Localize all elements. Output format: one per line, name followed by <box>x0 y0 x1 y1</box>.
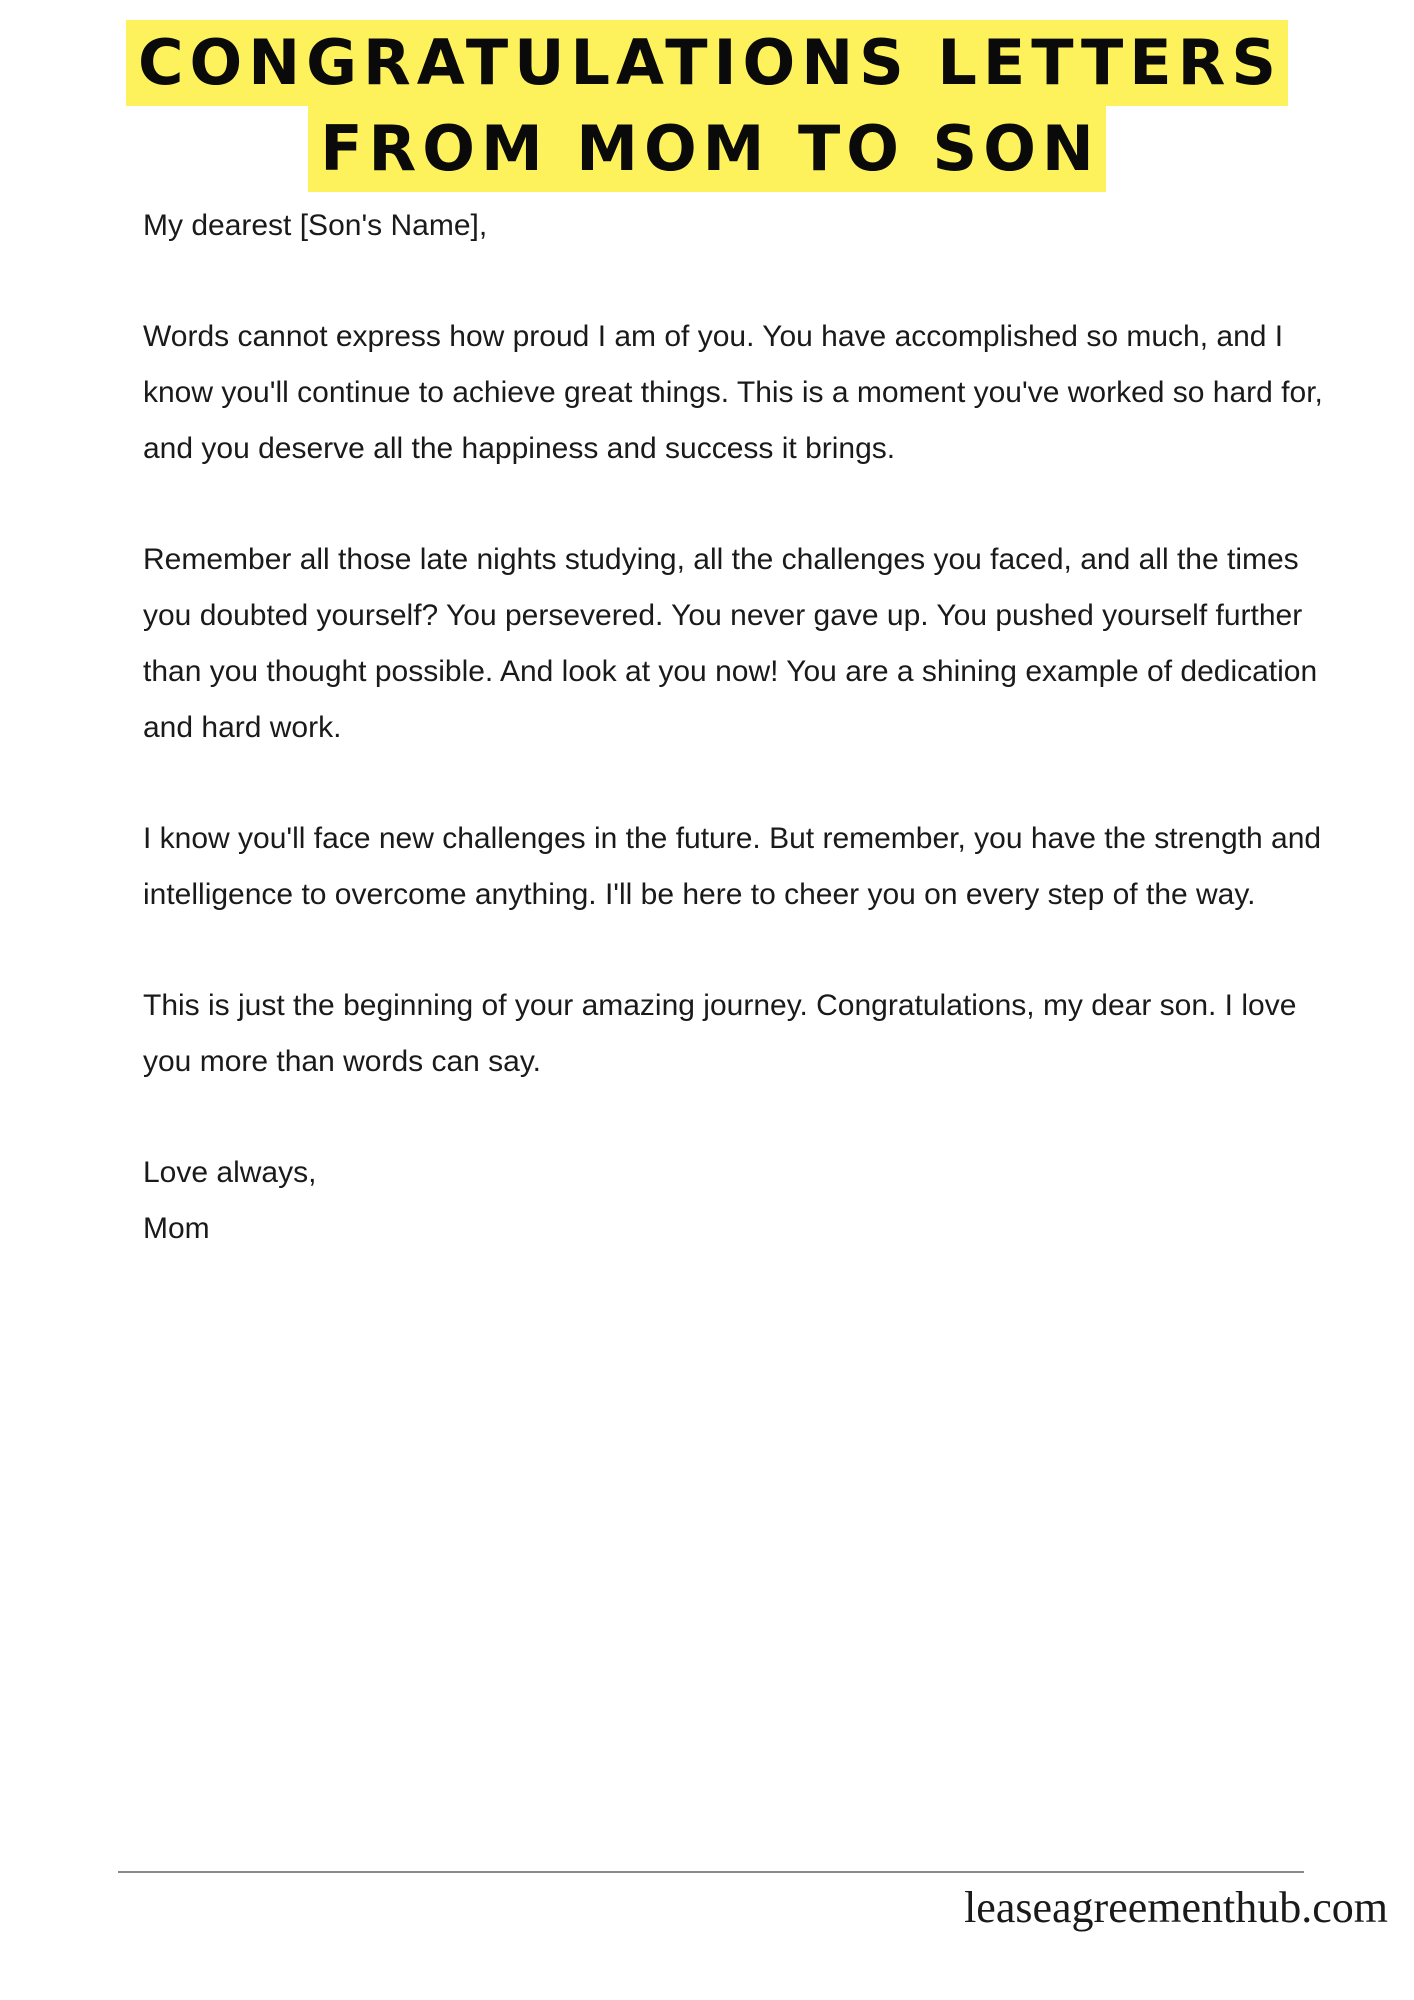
paragraph-4: This is just the beginning of your amazing journey. Congratulations, my dear son. I love you more than words can say. <box>143 989 1297 1078</box>
footer-website: leaseagreementhub.com <box>964 1883 1388 1932</box>
paragraph-1: Words cannot express how proud I am of you. You have accomplished so much, and I know you'll continue to achieve great things. This is a moment you've worked so hard for, and you deserve all the happiness and success it brings. <box>143 320 1323 465</box>
signature: Mom <box>143 1212 210 1245</box>
closing: Love always, <box>143 1156 317 1189</box>
page-title <box>0 20 1414 192</box>
footer-divider <box>118 1871 1304 1873</box>
title-line-1: CONGRATULATIONS LETTERS <box>126 20 1288 106</box>
salutation: My dearest [Son's Name], <box>143 209 488 242</box>
paragraph-3: I know you'll face new challenges in the future. But remember, you have the strength and intelligence to overcome anything. I'll be here to cheer you on every step of the way. <box>143 822 1322 911</box>
title-line-2: FROM MOM TO SON <box>308 106 1106 192</box>
paragraph-2: Remember all those late nights studying, all the challenges you faced, and all the times you doubted yourself? You persevered. You never gave up. You pushed yourself further than you thought possible. And look at you now! You are a shining example of dedication and hard work. <box>143 543 1318 744</box>
letter-body <box>143 198 1323 1257</box>
